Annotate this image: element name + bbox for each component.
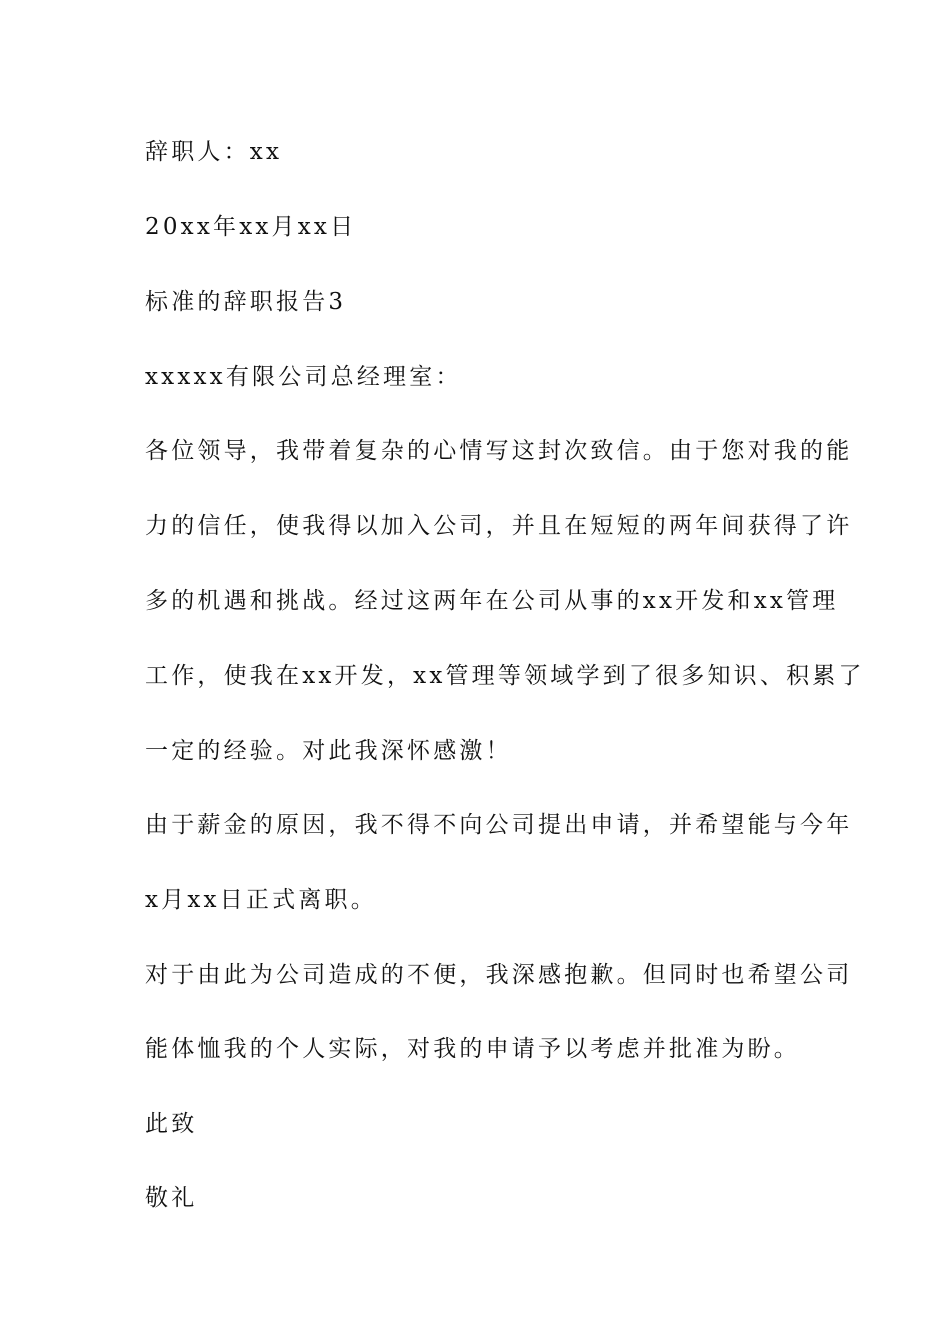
paragraph-1-line-5: 一定的经验。对此我深怀感激！	[145, 738, 512, 764]
recipient-line: xxxxx有限公司总经理室：	[145, 364, 462, 390]
signer-line: 辞职人：xx	[145, 139, 283, 165]
paragraph-1-line-2: 力的信任，使我得以加入公司，并且在短短的两年间获得了许	[145, 513, 853, 539]
document-heading: 标准的辞职报告3	[145, 289, 347, 315]
paragraph-3-line-2: 能体恤我的个人实际，对我的申请予以考虑并批准为盼。	[145, 1036, 800, 1062]
closing-line-2: 敬礼	[145, 1185, 198, 1211]
paragraph-3-line-1: 对于由此为公司造成的不便，我深感抱歉。但同时也希望公司	[145, 962, 853, 988]
paragraph-1-line-3: 多的机遇和挑战。经过这两年在公司从事的xx开发和xx管理	[145, 588, 839, 614]
paragraph-1-line-4: 工作，使我在xx开发，xx管理等领域学到了很多知识、积累了	[145, 663, 865, 689]
paragraph-1-line-1: 各位领导，我带着复杂的心情写这封次致信。由于您对我的能	[145, 438, 853, 464]
paragraph-2-line-2: x月xx日正式离职。	[145, 887, 377, 913]
closing-line-1: 此致	[145, 1111, 198, 1137]
paragraph-2-line-1: 由于薪金的原因，我不得不向公司提出申请，并希望能与今年	[145, 812, 853, 838]
date-line: 20xx年xx月xx日	[145, 214, 357, 240]
